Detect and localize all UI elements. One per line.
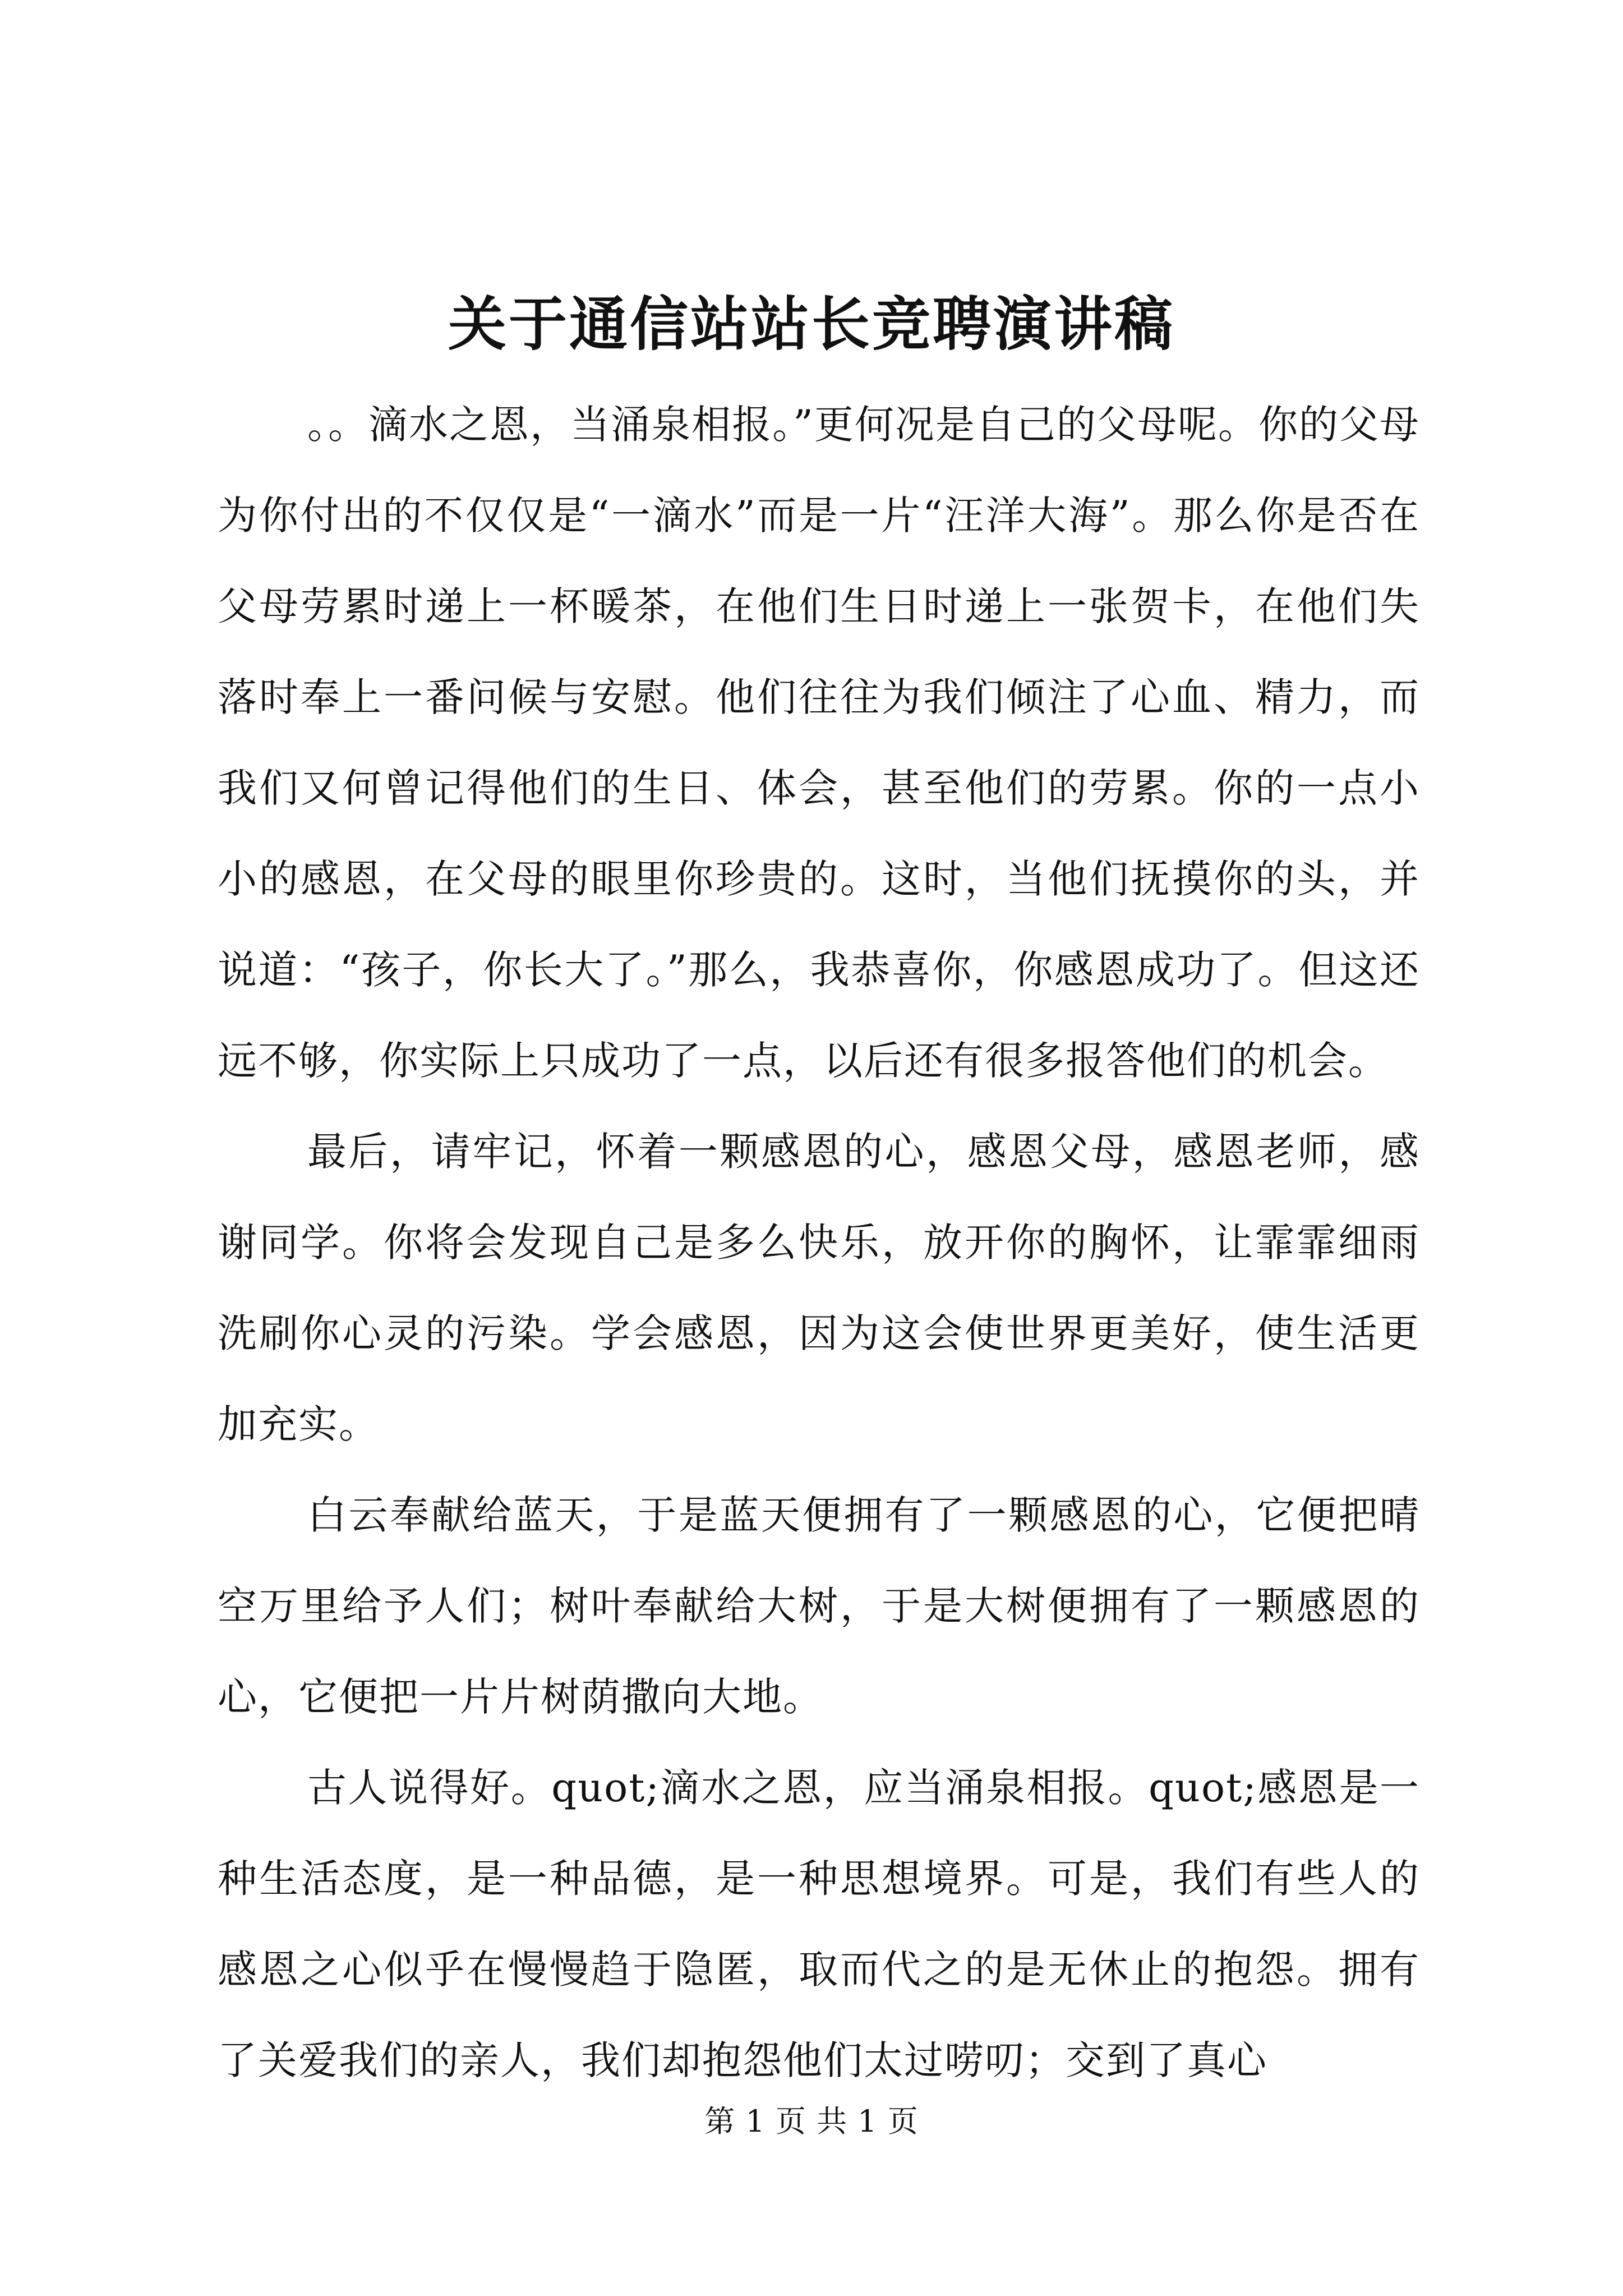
paragraph-3: 白云奉献给蓝天，于是蓝天便拥有了一颗感恩的心，它便把晴空万里给予人们；树叶奉献给大树，于是大树便拥有了一颗感恩的心，它便把一片片树荫撒向大地。 [218, 1492, 1420, 1720]
paragraph-4: 古人说得好。quot;滴水之恩，应当涌泉相报。quot;感恩是一种生活态度，是一种品德，是一种思想境界。可是，我们有些人的感恩之心似乎在慢慢趋于隐匿，取而代之的是无休止的抱怨。拥有了关爱我们的亲人，我们却抱怨他们太过唠叨；交到了真心 [218, 1765, 1420, 2083]
page-number-footer: 第 1 页 共 1 页 [704, 2104, 919, 2139]
paragraph-1: 。。滴水之恩，当涌泉相报。”更何况是自己的父母呢。你的父母为你付出的不仅仅是“一滴水”而是一片“汪洋大海”。那么你是否在父母劳累时递上一杯暖茶，在他们生日时递上一张贺卡，在他们失落时奉上一番问候与安慰。他们往往为我们倾注了心血、精力，而我们又何曾记得他们的生日、体会，甚至他们的劳累。你的一点小小的感恩，在父母的眼里你珍贵的。这时，当他们抚摸你的头，并说道：“孩子，你长大了。”那么，我恭喜你，你感恩成功了。但这还远不够，你实际上只成功了一点，以后还有很多报答他们的机会。 [218, 402, 1420, 1084]
document-title: 关于通信站站长竞聘演讲稿 [448, 289, 1175, 358]
document-body [218, 379, 1420, 2106]
paragraph-2: 最后，请牢记，怀着一颗感恩的心，感恩父母，感恩老师，感谢同学。你将会发现自己是多么快乐，放开你的胸怀，让霏霏细雨洗刷你心灵的污染。学会感恩，因为这会使世界更美好，使生活更加充实。 [218, 1129, 1420, 1447]
